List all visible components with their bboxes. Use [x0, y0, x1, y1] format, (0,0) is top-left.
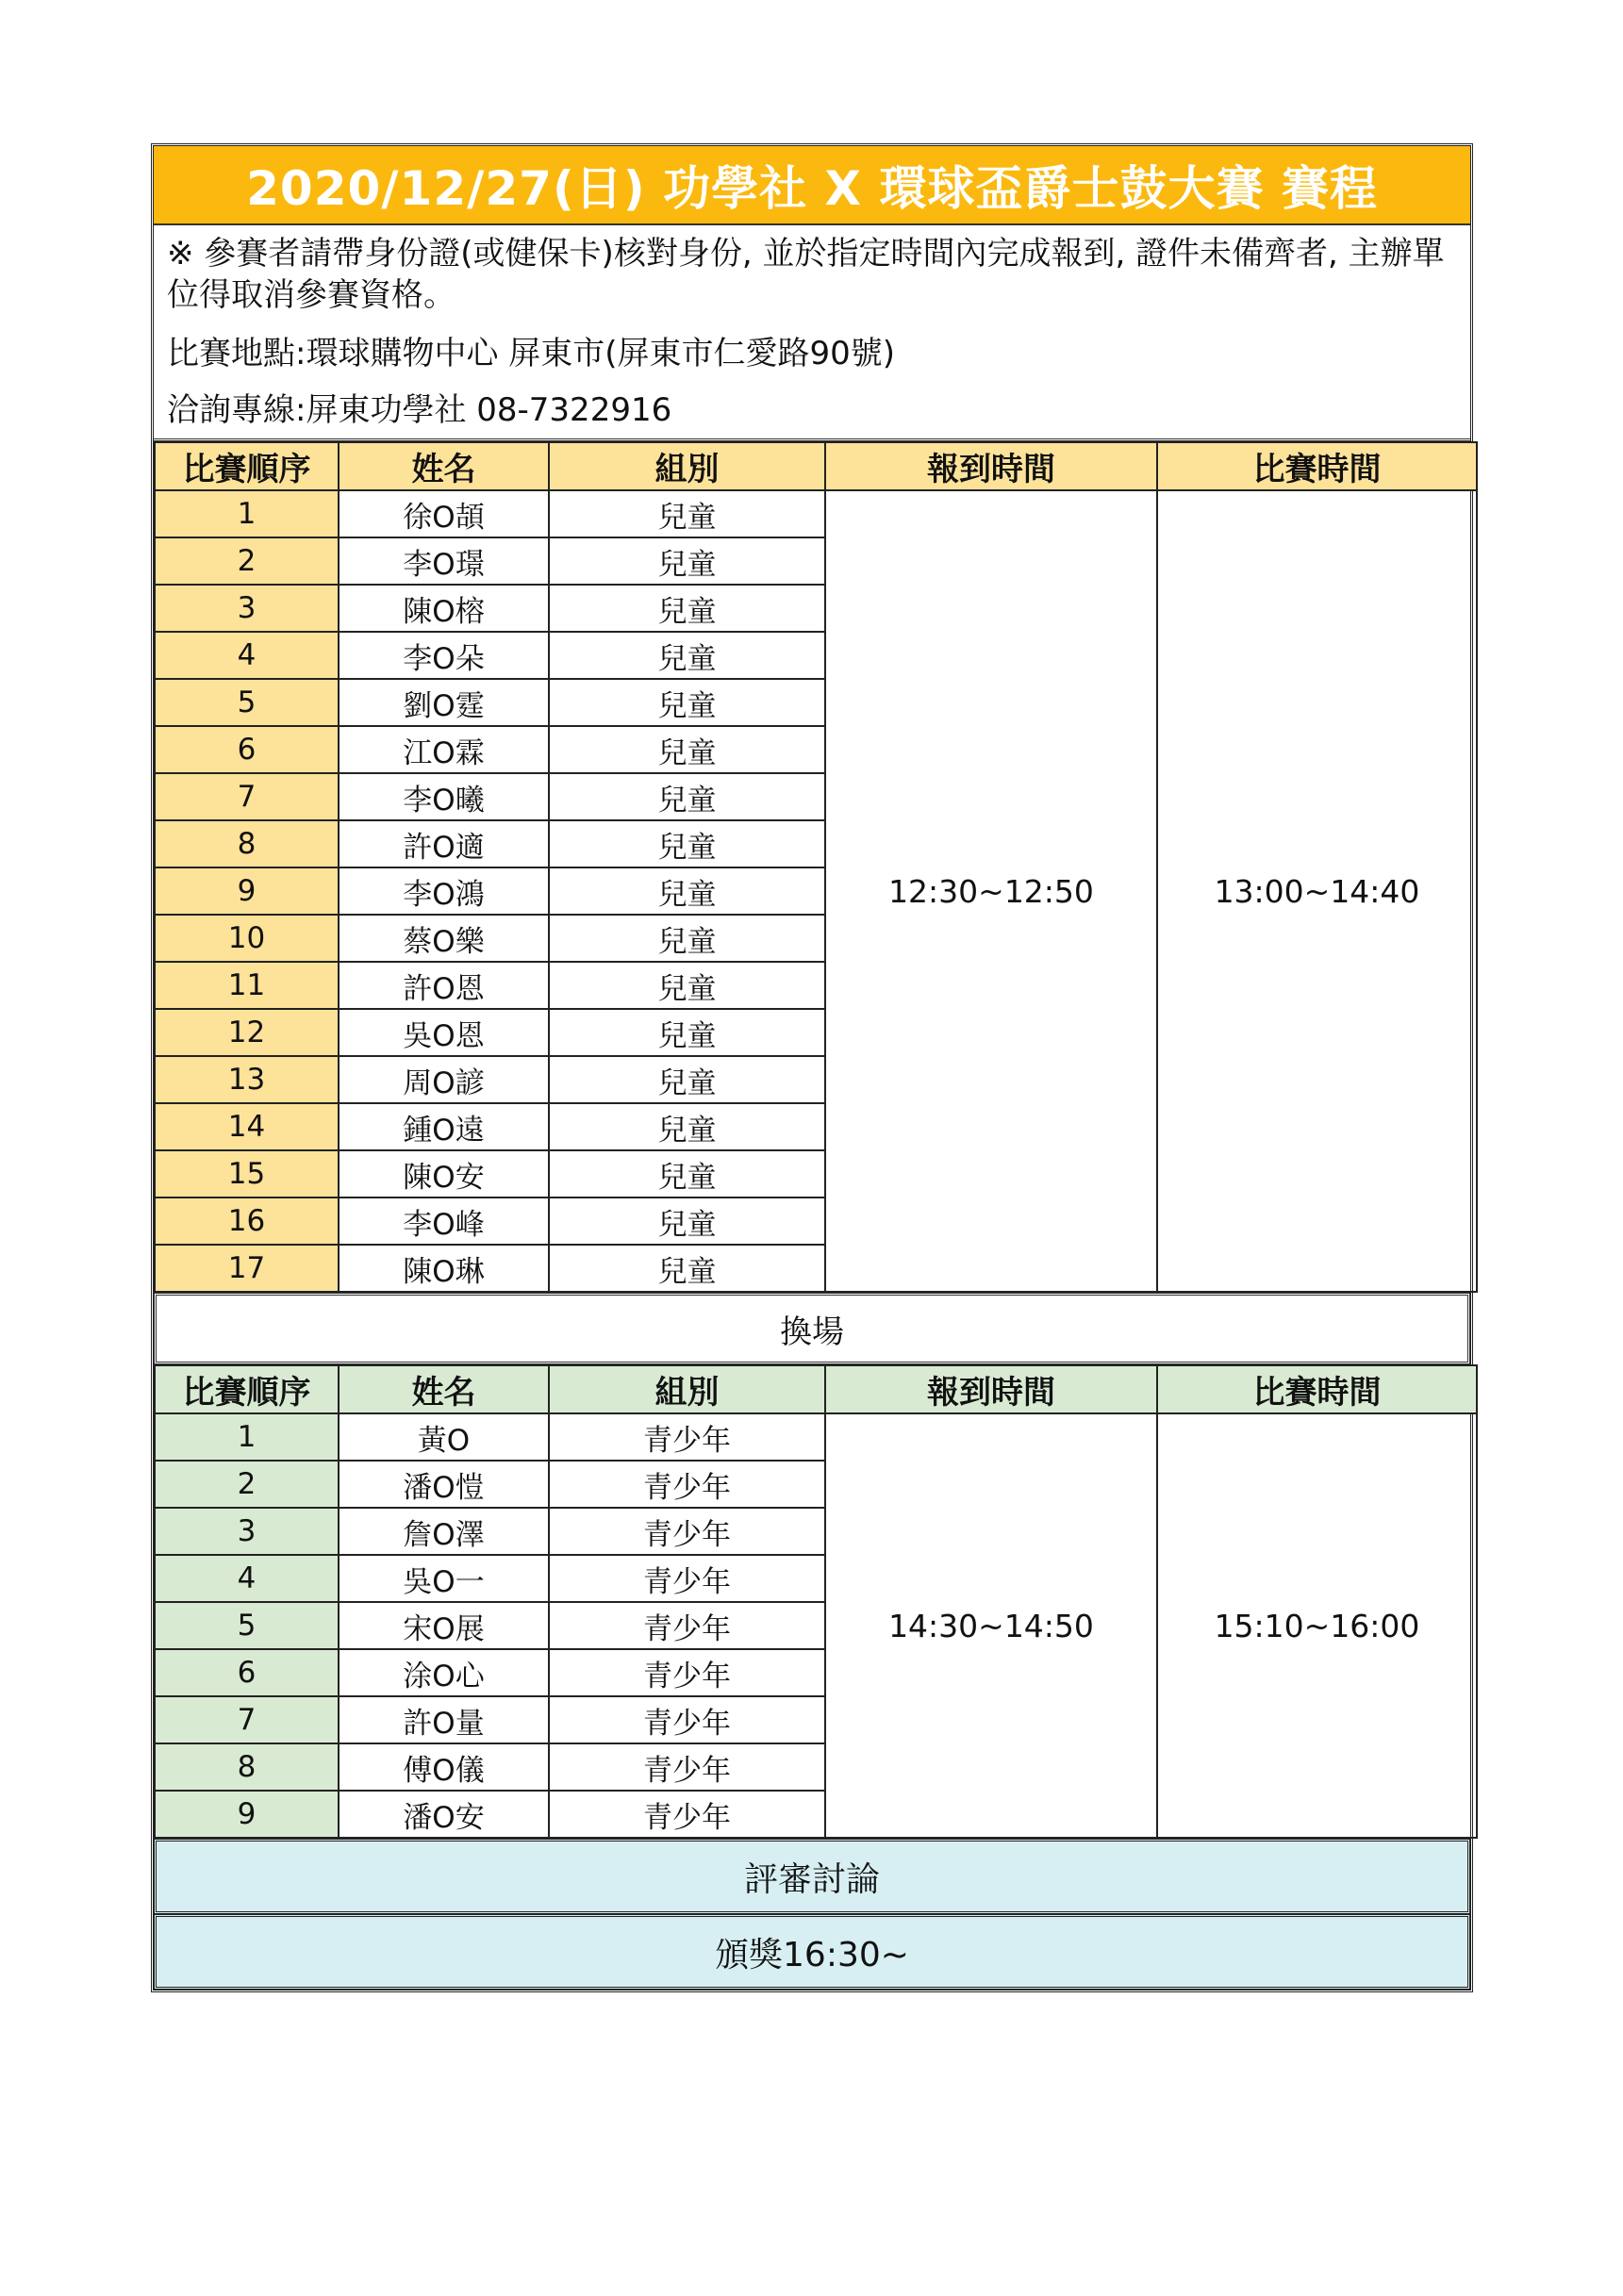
group-cell: 兒童	[549, 632, 825, 679]
name-cell: 詹O澤	[339, 1508, 549, 1555]
name-cell: 陳O榕	[339, 585, 549, 632]
header-group: 組別	[549, 1365, 825, 1413]
seq-cell: 11	[155, 962, 339, 1009]
group-cell: 兒童	[549, 820, 825, 867]
match-time-cell: 13:00~14:40	[1157, 490, 1477, 1292]
seq-cell: 12	[155, 1009, 339, 1056]
seq-cell: 1	[155, 490, 339, 537]
name-cell: 傅O儀	[339, 1743, 549, 1791]
seq-cell: 4	[155, 632, 339, 679]
table-row	[155, 490, 1477, 537]
seq-cell: 1	[155, 1413, 339, 1461]
seq-cell: 3	[155, 585, 339, 632]
seq-cell: 9	[155, 867, 339, 915]
group-cell: 青少年	[549, 1696, 825, 1743]
seq-cell: 6	[155, 726, 339, 773]
seq-cell: 8	[155, 820, 339, 867]
group-cell: 兒童	[549, 1009, 825, 1056]
name-cell: 吳O恩	[339, 1009, 549, 1056]
group-cell: 兒童	[549, 1245, 825, 1292]
group-cell: 兒童	[549, 915, 825, 962]
table-header-row	[155, 1365, 1477, 1413]
group-cell: 兒童	[549, 1103, 825, 1150]
header-match: 比賽時間	[1157, 442, 1477, 490]
name-cell: 潘O安	[339, 1791, 549, 1838]
group-cell: 青少年	[549, 1602, 825, 1649]
group-cell: 青少年	[549, 1555, 825, 1602]
seq-cell: 9	[155, 1791, 339, 1838]
name-cell: 許O恩	[339, 962, 549, 1009]
break-row: 換場	[154, 1293, 1470, 1364]
name-cell: 江O霖	[339, 726, 549, 773]
seq-cell: 8	[155, 1743, 339, 1791]
group-cell: 兒童	[549, 1150, 825, 1198]
seq-cell: 3	[155, 1508, 339, 1555]
match-time-cell: 15:10~16:00	[1157, 1413, 1477, 1838]
notice-text: ※ 參賽者請帶身份證(或健保卡)核對身份, 並於指定時間內完成報到, 證件未備齊者, 主辦單位得取消參賽資格。	[167, 235, 1445, 314]
name-cell: 涂O心	[339, 1649, 549, 1696]
header-checkin: 報到時間	[825, 1365, 1157, 1413]
seq-cell: 16	[155, 1198, 339, 1245]
group-cell: 兒童	[549, 537, 825, 585]
name-cell: 陳O琳	[339, 1245, 549, 1292]
group-cell: 兒童	[549, 490, 825, 537]
youth-schedule-table	[154, 1364, 1478, 1839]
schedule-sheet	[151, 143, 1473, 1992]
group-cell: 青少年	[549, 1508, 825, 1555]
group-cell: 兒童	[549, 1198, 825, 1245]
name-cell: 蔡O樂	[339, 915, 549, 962]
seq-cell: 6	[155, 1649, 339, 1696]
page-title: 2020/12/27(日) 功學社 X 環球盃爵士鼓大賽 賽程	[154, 146, 1470, 225]
name-cell: 李O朵	[339, 632, 549, 679]
hotline-text: 洽詢專線:屏東功學社 08-7322916	[167, 391, 672, 429]
name-cell: 許O適	[339, 820, 549, 867]
name-cell: 吳O一	[339, 1555, 549, 1602]
seq-cell: 2	[155, 537, 339, 585]
seq-cell: 2	[155, 1461, 339, 1508]
youth-table-body	[155, 1413, 1477, 1838]
children-table-body	[155, 490, 1477, 1292]
group-cell: 兒童	[549, 962, 825, 1009]
group-cell: 兒童	[549, 1056, 825, 1103]
info-panel	[154, 225, 1470, 441]
table-header-row	[155, 442, 1477, 490]
children-schedule-table	[154, 441, 1478, 1293]
seq-cell: 10	[155, 915, 339, 962]
group-cell: 兒童	[549, 679, 825, 726]
header-name: 姓名	[339, 442, 549, 490]
name-cell: 黃O	[339, 1413, 549, 1461]
name-cell: 宋O展	[339, 1602, 549, 1649]
award-row: 頒獎16:30~	[154, 1914, 1470, 1990]
name-cell: 徐O頡	[339, 490, 549, 537]
checkin-time-cell: 12:30~12:50	[825, 490, 1157, 1292]
seq-cell: 4	[155, 1555, 339, 1602]
group-cell: 兒童	[549, 585, 825, 632]
group-cell: 青少年	[549, 1413, 825, 1461]
seq-cell: 5	[155, 679, 339, 726]
name-cell: 陳O安	[339, 1150, 549, 1198]
name-cell: 潘O愷	[339, 1461, 549, 1508]
name-cell: 劉O霆	[339, 679, 549, 726]
name-cell: 李O曦	[339, 773, 549, 820]
seq-cell: 13	[155, 1056, 339, 1103]
group-cell: 兒童	[549, 726, 825, 773]
name-cell: 許O量	[339, 1696, 549, 1743]
table-row	[155, 1413, 1477, 1461]
name-cell: 周O諺	[339, 1056, 549, 1103]
header-group: 組別	[549, 442, 825, 490]
group-cell: 青少年	[549, 1461, 825, 1508]
seq-cell: 15	[155, 1150, 339, 1198]
judging-row: 評審討論	[154, 1839, 1470, 1914]
header-checkin: 報到時間	[825, 442, 1157, 490]
seq-cell: 14	[155, 1103, 339, 1150]
group-cell: 青少年	[549, 1743, 825, 1791]
name-cell: 鍾O遠	[339, 1103, 549, 1150]
name-cell: 李O峰	[339, 1198, 549, 1245]
header-name: 姓名	[339, 1365, 549, 1413]
name-cell: 李O鴻	[339, 867, 549, 915]
seq-cell: 17	[155, 1245, 339, 1292]
checkin-time-cell: 14:30~14:50	[825, 1413, 1157, 1838]
group-cell: 兒童	[549, 867, 825, 915]
seq-cell: 5	[155, 1602, 339, 1649]
group-cell: 兒童	[549, 773, 825, 820]
header-seq: 比賽順序	[155, 1365, 339, 1413]
seq-cell: 7	[155, 1696, 339, 1743]
seq-cell: 7	[155, 773, 339, 820]
venue-text: 比賽地點:環球購物中心 屏東市(屏東市仁愛路90號)	[167, 335, 896, 372]
header-seq: 比賽順序	[155, 442, 339, 490]
header-match: 比賽時間	[1157, 1365, 1477, 1413]
name-cell: 李O璟	[339, 537, 549, 585]
group-cell: 青少年	[549, 1791, 825, 1838]
group-cell: 青少年	[549, 1649, 825, 1696]
